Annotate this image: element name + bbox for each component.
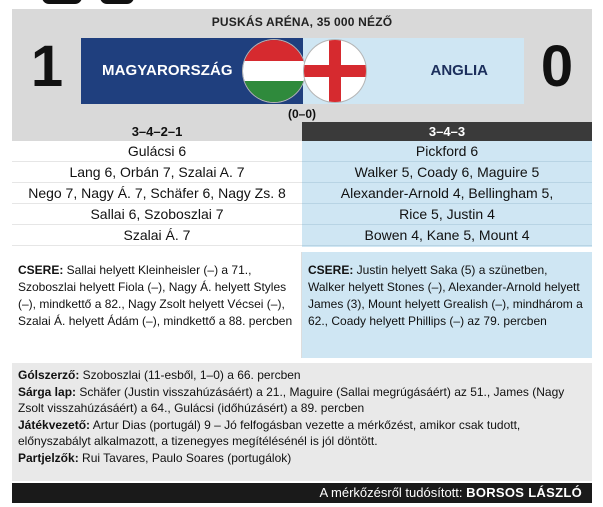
home-formation: 3–4–2–1 (12, 122, 302, 141)
reporter-prefix: A mérkőzésről tudósított: (319, 485, 467, 500)
england-flag-icon (304, 40, 366, 102)
referee-row (18, 417, 586, 450)
goal-scorer-text: Szoboszlai (11-esből, 1–0) a 66. percben (79, 368, 301, 382)
away-team-name: ANGLIA (430, 62, 488, 79)
goal-scorer-row (18, 367, 586, 384)
top-decoration (0, 0, 603, 6)
linesmen-row (18, 450, 586, 467)
home-lineup-line: Lang 6, Orbán 7, Szalai A. 7 (12, 162, 302, 183)
yellow-card-row (18, 384, 586, 417)
match-header (12, 9, 592, 123)
yellow-card-label: Sárga lap: (18, 384, 77, 399)
reporter-name: BORSOS LÁSZLÓ (466, 485, 582, 500)
away-score: 0 (540, 34, 574, 99)
linesmen-text: Rui Tavares, Paulo Soares (portugálok) (78, 450, 292, 465)
decoration-shape (100, 0, 134, 4)
reporter-footer (12, 483, 592, 503)
home-team-name: MAGYARORSZÁG (102, 62, 233, 79)
home-substitutions (12, 252, 302, 358)
home-score: 1 (30, 34, 64, 99)
away-lineup-line: Pickford 6 (302, 141, 592, 162)
away-lineup-line: Alexander-Arnold 4, Bellingham 5, (302, 183, 592, 204)
away-lineup-line: Walker 5, Coady 6, Maguire 5 (302, 162, 592, 183)
away-lineup-line: Bowen 4, Kane 5, Mount 4 (302, 225, 592, 246)
yellow-card-text: Schäfer (Justin visszahúzásáért) a 21., Maguire (Sallai megrúgásáért) az 51., James (Nagy Zsolt visszahúzásáért) a 64., Gulácsi (időhúzásért) a 89. percben (18, 384, 565, 415)
teams-band (81, 38, 524, 104)
home-lineup-line: Szalai Á. 7 (12, 225, 302, 246)
venue-label: PUSKÁS ARÉNA, 35 000 NÉZŐ (211, 15, 393, 29)
away-subs-label: CSERE: (308, 263, 354, 277)
home-subs-label: CSERE: (18, 263, 64, 277)
home-lineup-line: Sallai 6, Szoboszlai 7 (12, 204, 302, 225)
substitutions (12, 252, 592, 358)
home-lineup-line: Gulácsi 6 (12, 141, 302, 162)
away-subs-text: Justin helyett Saka (5) a szünetben, Walker helyett Stones (–), Alexander-Arnold helyett James (3), Mount helyett Grealish (–), mindhárom a 62., Coady helyett Phillips (–) az 79. percben (308, 263, 583, 328)
lineups (12, 122, 592, 247)
linesmen-label: Partjelzők: (18, 450, 79, 465)
home-lineup-line: Nego 7, Nagy Á. 7, Schäfer 6, Nagy Zs. 8 (12, 183, 302, 204)
decoration-shape (42, 0, 82, 4)
goal-scorer-label: Gólszerző: (18, 368, 80, 382)
match-details (12, 363, 592, 481)
home-subs-text: Sallai helyett Kleinheisler (–) a 71., Szoboszlai helyett Fiola (–), Nagy Á. helyett Styles (–), mindkettő a 82., Nagy Zsolt helyett Vécsei (–), Szalai Á. helyett Ádám (–), mindkettő a 88. percben (18, 263, 293, 328)
away-lineup (302, 122, 592, 247)
home-lineup (12, 122, 302, 247)
referee-text: Artur Dias (portugál) 9 – Jó felfogásban vezette a mérkőzést, amikor csak tudott, előnyszabályt alkalmazott, a tizenegyes megítélésénél is jól döntött. (18, 417, 521, 448)
away-formation: 3–4–3 (302, 122, 592, 141)
referee-label: Játékvezető: (18, 417, 91, 432)
away-lineup-line: Rice 5, Justin 4 (302, 204, 592, 225)
halftime-score: (0–0) (287, 107, 316, 121)
hungary-flag-icon (243, 40, 305, 102)
away-substitutions (302, 252, 592, 358)
